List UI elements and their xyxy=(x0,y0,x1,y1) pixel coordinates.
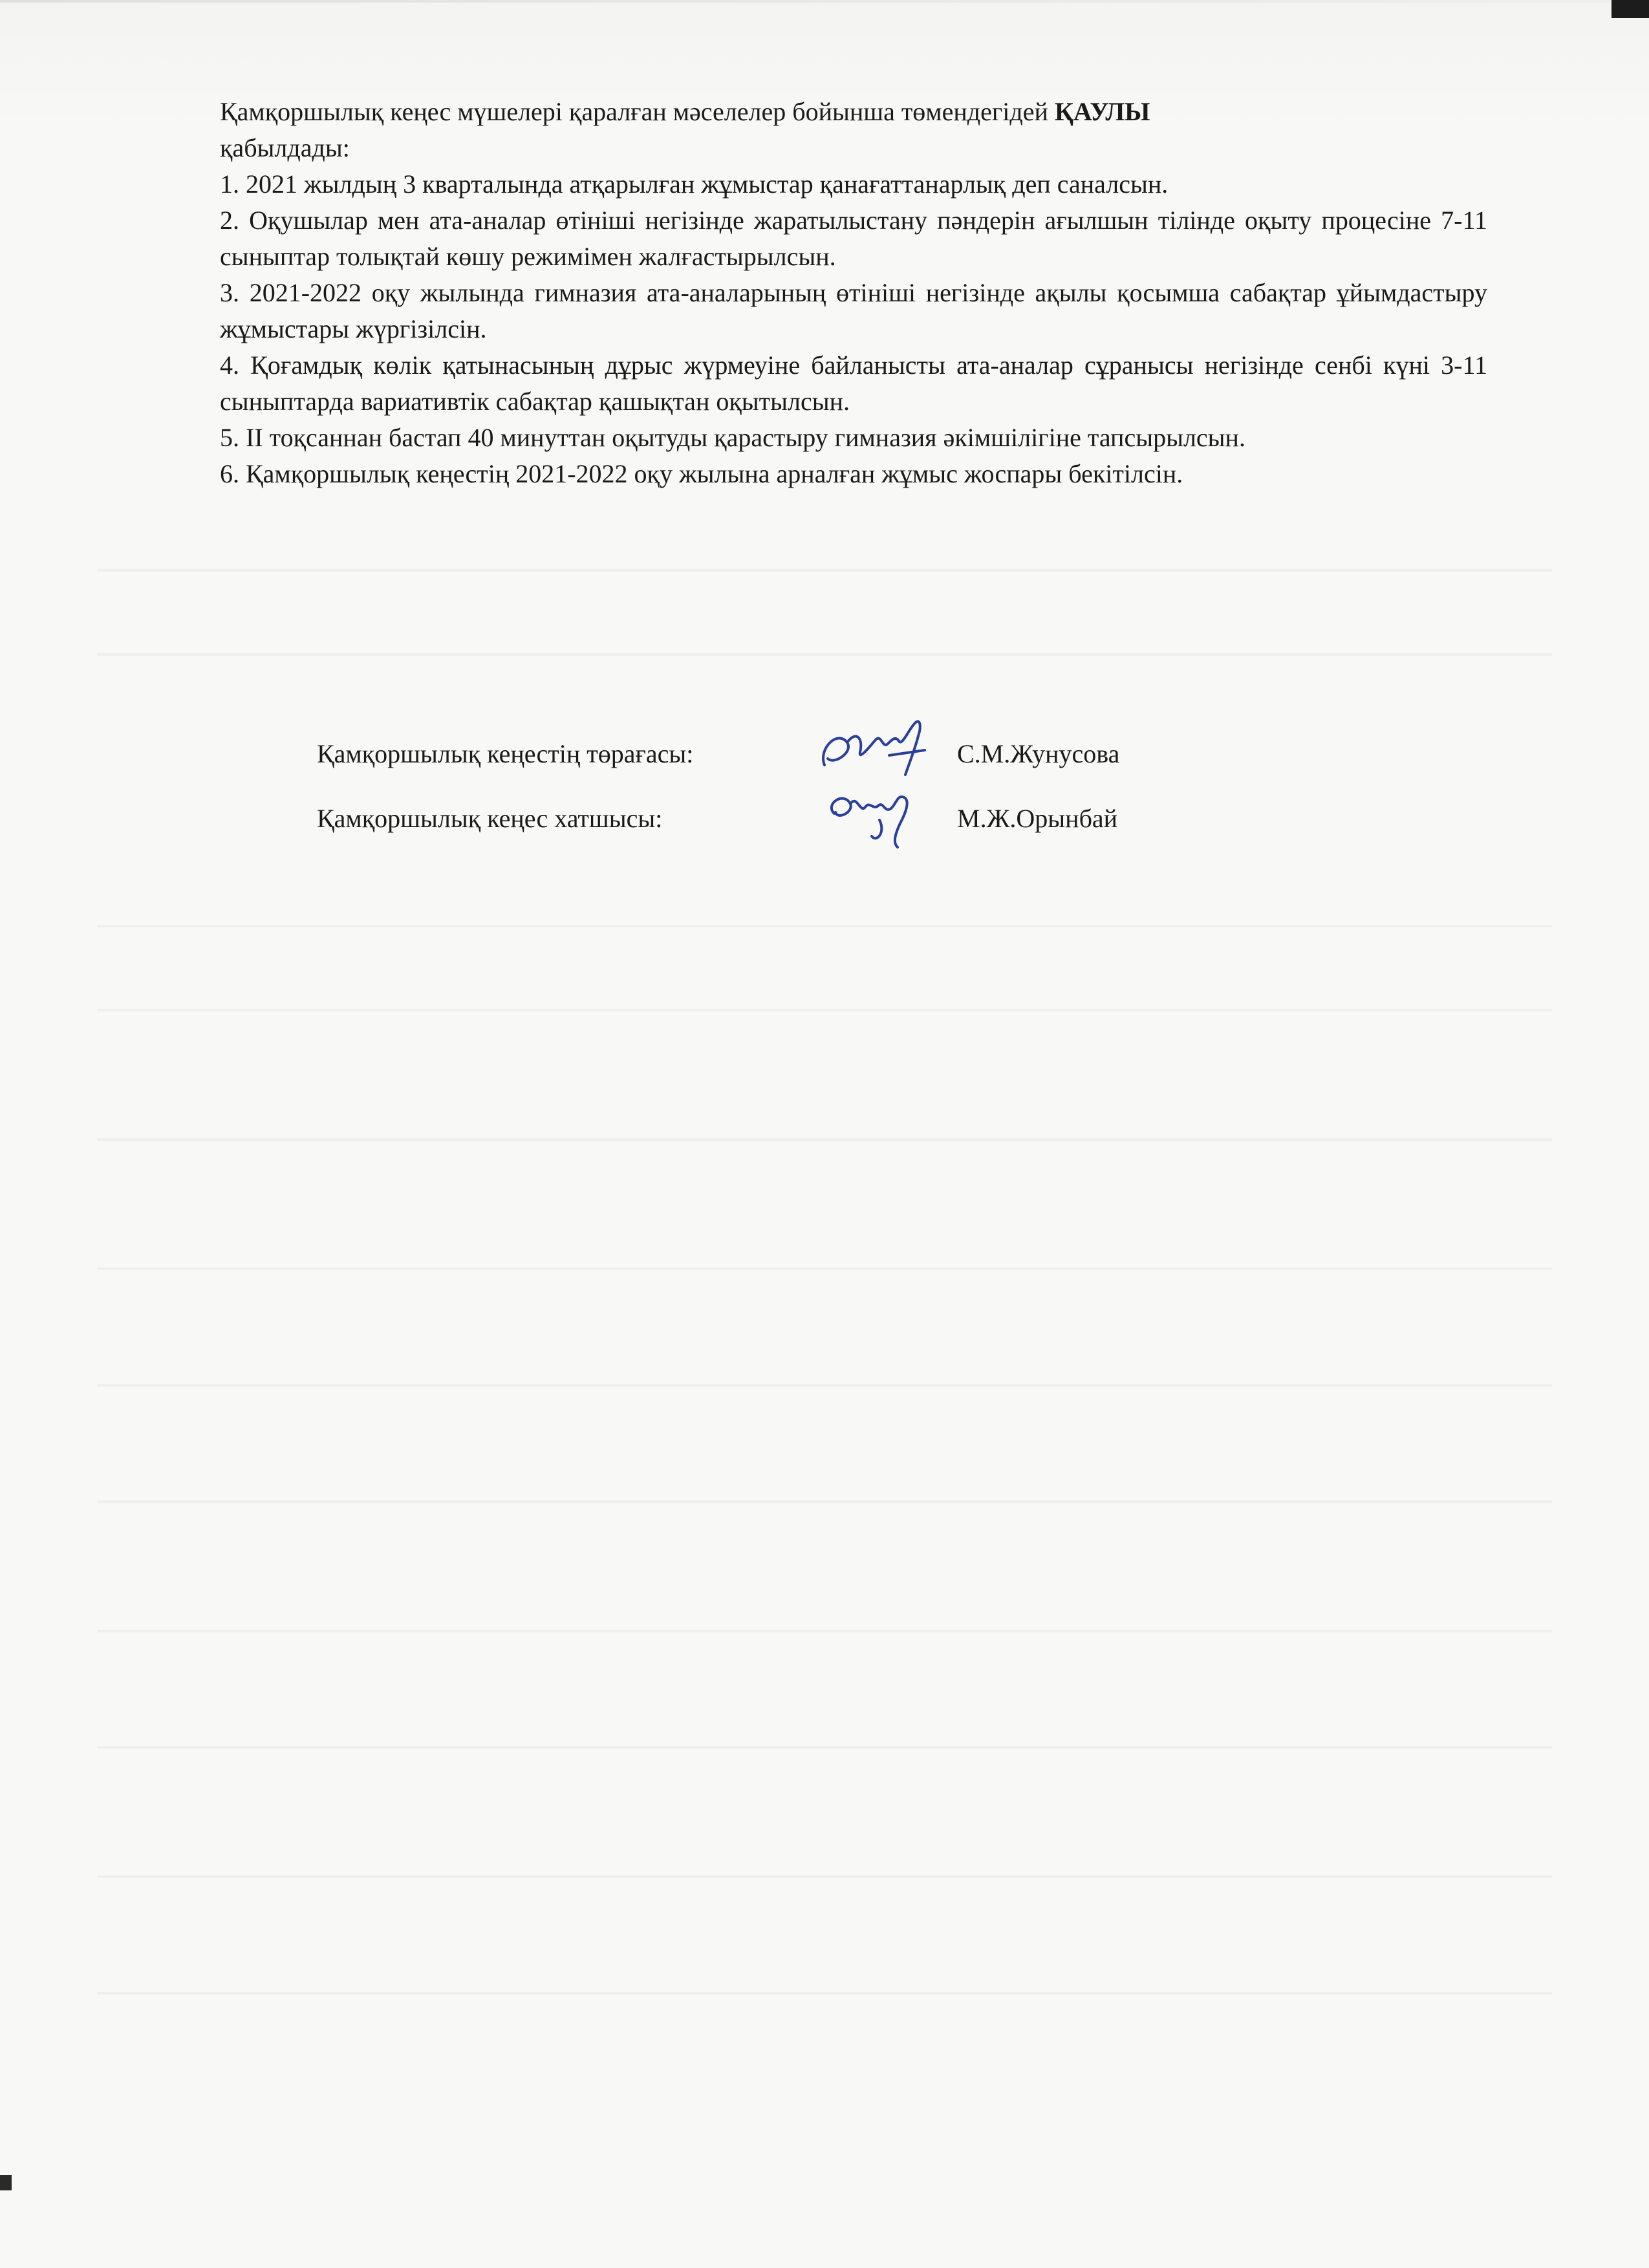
chair-signature-row xyxy=(317,736,1222,794)
chair-role: Қамқоршылық кеңестің төрағасы: xyxy=(317,739,694,768)
scan-edge-mark xyxy=(0,2175,12,2190)
bleed-through-line xyxy=(97,1500,1552,1503)
bleed-through-line xyxy=(97,1875,1552,1878)
resolution-intro xyxy=(220,94,1487,166)
resolution-item-5: 5. ІІ тоқсаннан бастап 40 минуттан оқытуды қарастыру гимназия әкімшілігіне тапсырылсын. xyxy=(220,423,1245,452)
bleed-through-line xyxy=(97,1746,1552,1749)
scan-corner-mark xyxy=(1611,0,1649,18)
bleed-through-line xyxy=(97,1384,1552,1387)
intro-end: қабылдады: xyxy=(220,133,350,162)
chair-name: С.М.Жунусова xyxy=(957,739,1120,768)
resolution-heading: ҚАУЛЫ xyxy=(1054,97,1150,126)
secretary-handwritten-signature xyxy=(815,775,938,859)
resolution-item-1: 1. 2021 жылдың 3 кварталында атқарылған жұмыстар қанағаттанарлық деп саналсын. xyxy=(220,169,1169,199)
intro-text: Қамқоршылық кеңес мүшелері қаралған мәселелер бойынша төмендегідей xyxy=(220,97,1055,126)
bleed-through-line xyxy=(97,569,1552,572)
bleed-through-line xyxy=(97,1630,1552,1632)
signature-block xyxy=(317,736,1222,859)
secretary-role: Қамқоршылық кеңес хатшысы: xyxy=(317,804,663,833)
bleed-through-line xyxy=(97,925,1552,927)
resolution-item-6: 6. Қамқоршылық кеңестің 2021-2022 оқу жылына арналған жұмыс жоспары бекітілсін. xyxy=(220,459,1183,488)
secretary-signature-row xyxy=(317,801,1222,859)
bleed-through-line xyxy=(97,1009,1552,1011)
resolution-item-3: 3. 2021-2022 оқу жылында гимназия ата-аналарының өтініші негізінде ақылы қосымша сабақтар ұйымдастыру жұмыстары жүргізілсін. xyxy=(220,278,1487,343)
resolution-block xyxy=(220,94,1487,492)
resolution-item-2: 2. Оқушылар мен ата-аналар өтініші негізінде жаратылыстану пәндерін ағылшын тілінде оқыту процесіне 7-11 сыныптар толықтай көшу режимімен жалғастырылсын. xyxy=(220,206,1487,271)
bleed-through-line xyxy=(97,1138,1552,1141)
resolution-item-4: 4. Қоғамдық көлік қатынасының дұрыс жүрмеуіне байланысты ата-аналар сұранысы негізінде сенбі күні 3-11 сыныптарда вариативтік сабақтар қашықтан оқытылсын. xyxy=(220,351,1487,416)
bleed-through-line xyxy=(97,653,1552,656)
scan-top-edge xyxy=(0,0,1610,3)
bleed-through-line xyxy=(97,1992,1552,1994)
bleed-through-line xyxy=(97,1268,1552,1270)
secretary-name: М.Ж.Орынбай xyxy=(957,804,1118,833)
